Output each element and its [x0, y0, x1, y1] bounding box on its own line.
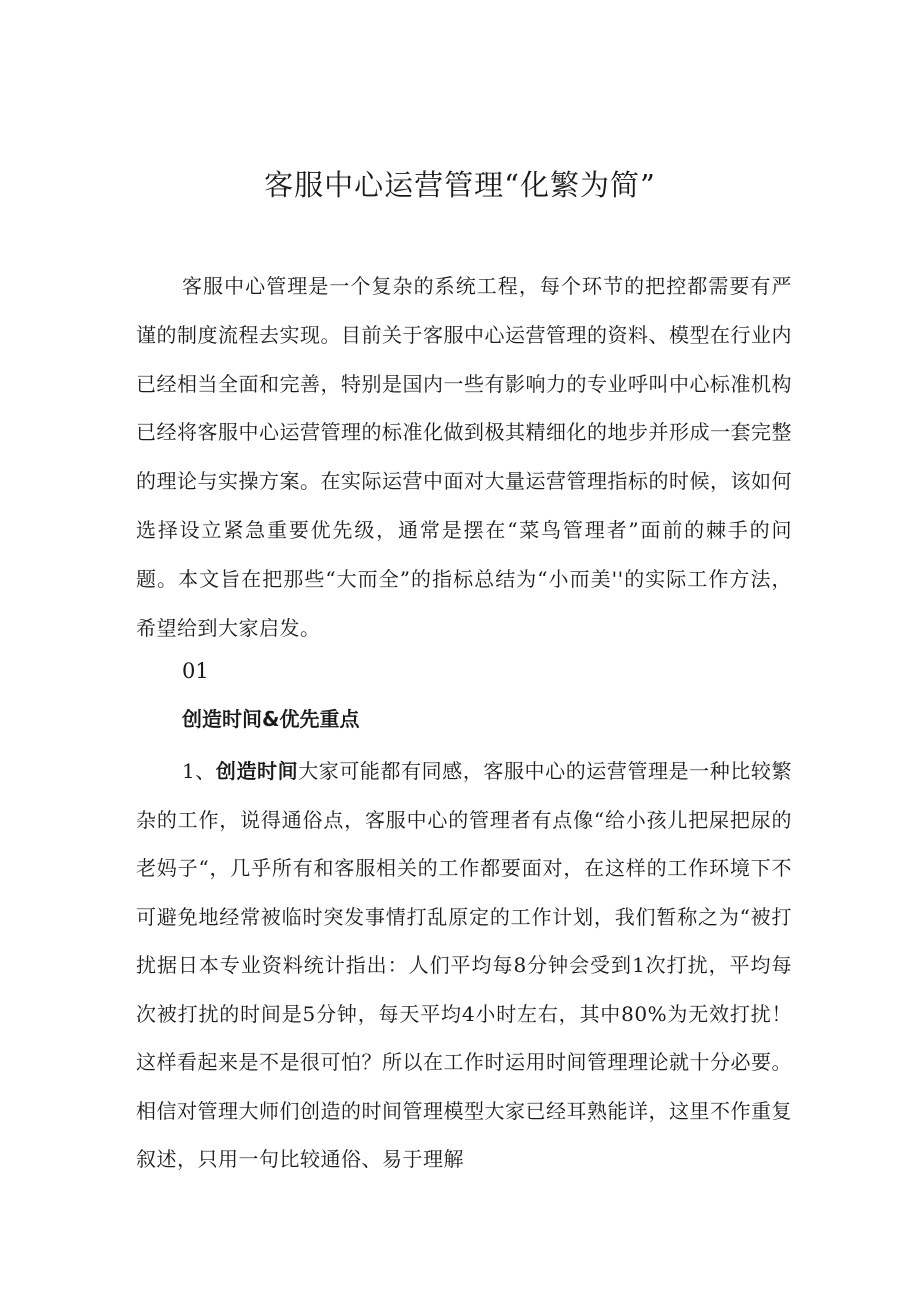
section-number: 01 [182, 659, 209, 683]
section-heading: 创造时间&优先重点 [182, 707, 360, 731]
intro-paragraph: 客服中心管理是一个复杂的系统工程，每个环节的把控都需要有严谨的制度流程去实现。目前关于客服中心运营管理的资料、模型在行业内已经相当全面和完善，特别是国内一些有影响力的专业呼叫中心标准机构已经将客服中心运营管理的标准化做到极其精细化的地步并形成一套完整的理论与实操方案。在实际运营中面对大量运营管理指标的时候，该如何选择设立紧急重要优先级，通常是摆在“菜鸟管理者”面前的棘手的问题。本文旨在把那些“大而全”的指标总结为“小而美''的实际工作方法，希望给到大家启发。 [136, 274, 792, 640]
item-prefix: 1、 [182, 759, 216, 783]
item-bold-label: 创造时间 [215, 759, 299, 783]
item-paragraph [136, 747, 792, 1184]
document-title: 客服中心运营管理“化繁为简” [264, 168, 656, 202]
item-text: 大家可能都有同感，客服中心的运营管理是一种比较繁杂的工作，说得通俗点，客服中心的管理者有点像“给小孩儿把屎把尿的老妈子“，几乎所有和客服相关的工作都要面对，在这样的工作环境下不可避免地经常被临时突发事情打乱原定的工作计划，我们暂称之为“被打扰据日本专业资料统计指出：人们平均每8分钟会受到1次打扰，平均每次被打扰的时间是5分钟，每天平均4小时左右，其中80%为无效打扰！这样看起来是不是很可怕？所以在工作时运用时间管理理论就十分必要。相信对管理大师们创造的时间管理模型大家已经耳熟能详，这里不作重复叙述，只用一句比较通俗、易于理解 [136, 759, 792, 1171]
